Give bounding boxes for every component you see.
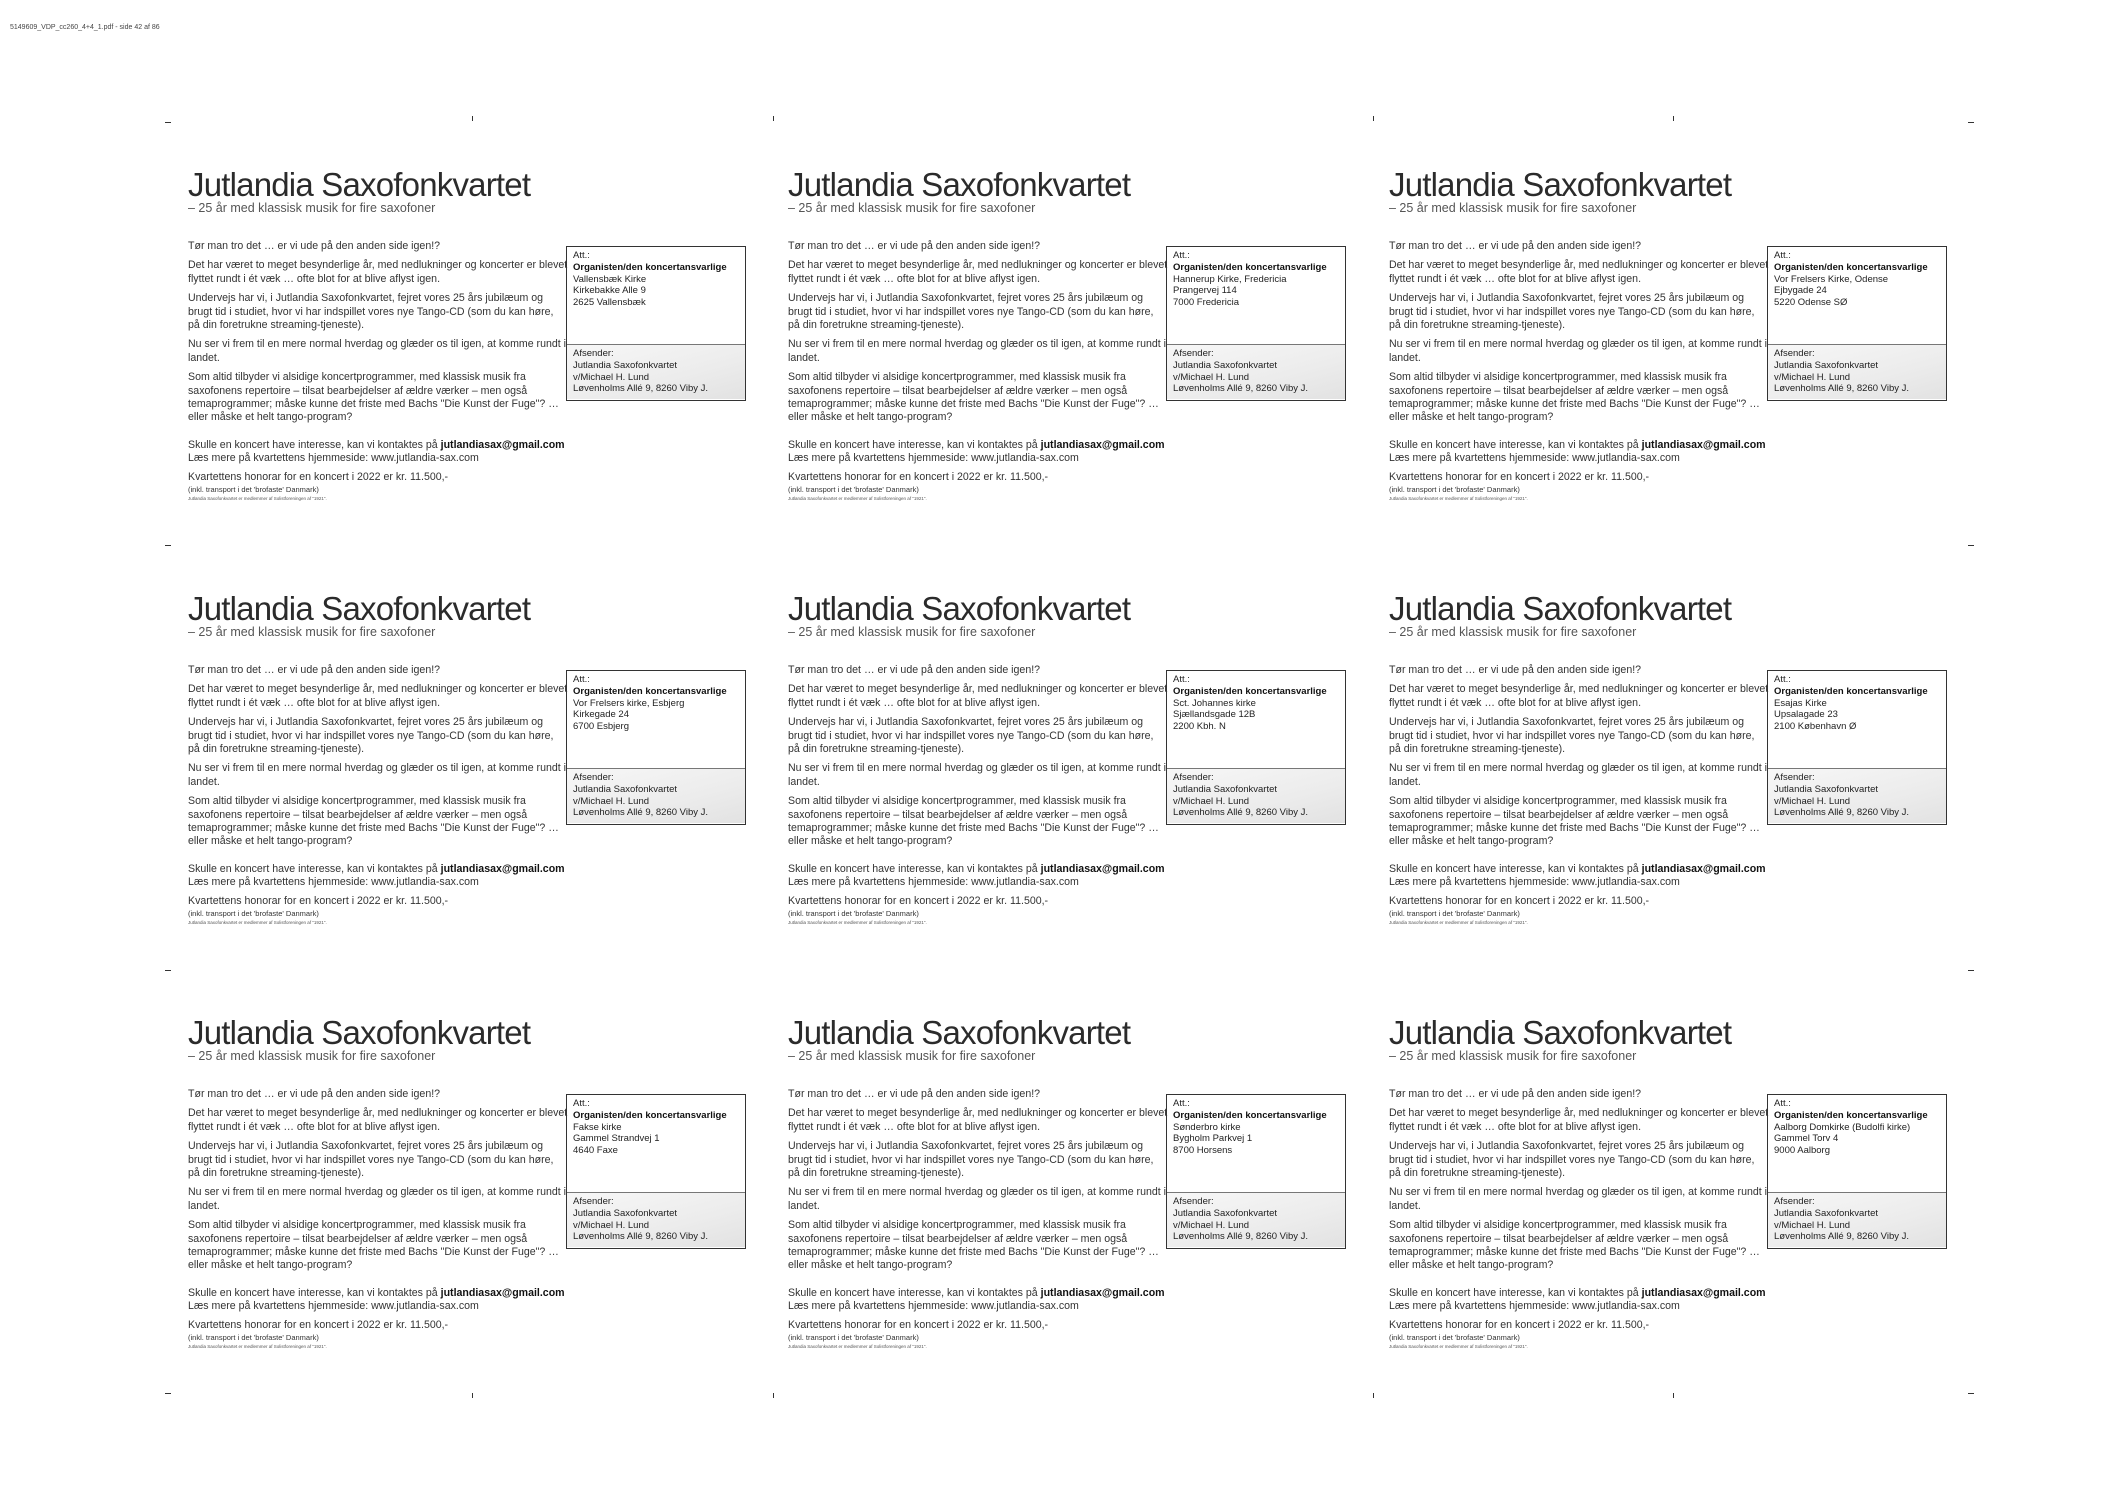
address-box xyxy=(1166,246,1346,401)
fine-print: Jutlandia Saxofonkvartet er medlemmer af Solistforeningen af "1921". xyxy=(188,920,327,926)
att-label: Att.: xyxy=(1173,674,1190,685)
paragraph: Tør man tro det … er vi ude på den anden side igen!? xyxy=(788,240,1041,252)
paragraph: Undervejs har vi, i Jutlandia Saxofonkvartet, fejret vores 25 års jubilæum og brugt tid i studiet, hvor vi har indspillet vores nye Tango-CD (som du kan høre, på din foretrukne streaming-tjeneste). xyxy=(188,292,554,332)
paragraph: Tør man tro det … er vi ude på den anden side igen!? xyxy=(188,664,441,676)
card-title: Jutlandia Saxofonkvartet xyxy=(188,590,531,627)
card-subtitle: – 25 år med klassisk musik for fire saxofoner xyxy=(188,201,436,215)
recipient-section xyxy=(567,247,745,345)
contact-line xyxy=(1389,439,1859,452)
contact-block xyxy=(1389,439,1859,503)
sender-line: Løvenholms Allé 9, 8260 Viby J. xyxy=(1173,807,1309,819)
paragraph: Som altid tilbyder vi alsidige koncertprogrammer, med klassisk musik fra saxofonens repertoire – tilsat bearbejdelser af ældre værker – men også temaprogrammer; måske kunne det friste med Bachs "Die Kunst der Fuge"? … eller måske et helt tango-program? xyxy=(1389,795,1760,848)
contact-text: Skulle en koncert have interesse, kan vi kontaktes på xyxy=(1389,863,1642,875)
fee-note: (inkl. transport i det 'brofaste' Danmark) xyxy=(1389,1333,1520,1343)
contact-text: Skulle en koncert have interesse, kan vi kontaktes på xyxy=(1389,439,1642,451)
fine-print: Jutlandia Saxofonkvartet er medlemmer af Solistforeningen af "1921". xyxy=(1389,1344,1528,1350)
fee-note: (inkl. transport i det 'brofaste' Danmark) xyxy=(188,485,319,495)
att-title: Organisten/den koncertansvarlige xyxy=(1774,1109,1928,1121)
paragraph: Tør man tro det … er vi ude på den anden side igen!? xyxy=(188,1088,441,1100)
email-address: jutlandiasax@gmail.com xyxy=(1040,439,1165,451)
email-address: jutlandiasax@gmail.com xyxy=(440,1287,565,1299)
sender-line: Løvenholms Allé 9, 8260 Viby J. xyxy=(573,1231,709,1243)
contact-line xyxy=(1389,863,1859,876)
contact-line xyxy=(188,1287,658,1300)
letter-body xyxy=(188,1088,568,1279)
fine-print: Jutlandia Saxofonkvartet er medlemmer af Solistforeningen af "1921". xyxy=(788,920,927,926)
sender-line: Løvenholms Allé 9, 8260 Viby J. xyxy=(1774,807,1910,819)
letter-body xyxy=(1389,664,1769,855)
recipient-section xyxy=(1768,1095,1946,1193)
paragraph: Det har været to meget besynderlige år, med nedlukninger og koncerter er blevet flyttet rundt i ét væk … ofte blot for at blive aflyst igen. xyxy=(1389,1107,1769,1133)
paragraph: Nu ser vi frem til en mere normal hverdag og glæder os til igen, at komme rundt i landet. xyxy=(788,762,1167,788)
crop-mark xyxy=(165,545,171,546)
sender-line: v/Michael H. Lund xyxy=(573,795,650,807)
paragraph: Nu ser vi frem til en mere normal hverdag og glæder os til igen, at komme rundt i landet. xyxy=(788,1186,1167,1212)
sender-line: Løvenholms Allé 9, 8260 Viby J. xyxy=(1173,383,1309,395)
contact-text: Skulle en koncert have interesse, kan vi kontaktes på xyxy=(1389,1287,1642,1299)
crop-mark xyxy=(1373,1393,1374,1398)
contact-line xyxy=(788,439,1258,452)
att-title: Organisten/den koncertansvarlige xyxy=(1774,685,1928,697)
recipient-line: 2100 København Ø xyxy=(1774,721,1857,733)
paragraph: Nu ser vi frem til en mere normal hverdag og glæder os til igen, at komme rundt i landet. xyxy=(1389,762,1768,788)
paragraph: Undervejs har vi, i Jutlandia Saxofonkvartet, fejret vores 25 års jubilæum og brugt tid i studiet, hvor vi har indspillet vores nye Tango-CD (som du kan høre, på din foretrukne streaming-tjeneste). xyxy=(188,1140,554,1180)
recipient-line: 6700 Esbjerg xyxy=(573,721,629,733)
fee-note: (inkl. transport i det 'brofaste' Danmark) xyxy=(188,1333,319,1343)
letter-card xyxy=(788,592,1348,972)
paragraph: Undervejs har vi, i Jutlandia Saxofonkvartet, fejret vores 25 års jubilæum og brugt tid i studiet, hvor vi har indspillet vores nye Tango-CD (som du kan høre, på din foretrukne streaming-tjeneste). xyxy=(188,716,554,756)
page-header: 5149609_VDP_cc260_4+4_1.pdf - side 42 af 86 xyxy=(10,24,160,31)
fee-line: Kvartettens honorar for en koncert i 2022 er kr. 11.500,- xyxy=(188,1318,449,1331)
contact-text: Skulle en koncert have interesse, kan vi kontaktes på xyxy=(188,439,441,451)
sender-section xyxy=(1167,345,1345,399)
sender-line: v/Michael H. Lund xyxy=(573,1219,650,1231)
sender-line: v/Michael H. Lund xyxy=(1173,371,1250,383)
fee-line: Kvartettens honorar for en koncert i 2022 er kr. 11.500,- xyxy=(788,1318,1049,1331)
letter-card xyxy=(1389,1016,1949,1396)
recipient-line: 8700 Horsens xyxy=(1173,1145,1233,1157)
website-line: Læs mere på kvartettens hjemmeside: www.jutlandia-sax.com xyxy=(188,1300,479,1313)
sender-label: Afsender: xyxy=(1173,348,1214,359)
website-line: Læs mere på kvartettens hjemmeside: www.jutlandia-sax.com xyxy=(788,876,1079,889)
paragraph: Undervejs har vi, i Jutlandia Saxofonkvartet, fejret vores 25 års jubilæum og brugt tid i studiet, hvor vi har indspillet vores nye Tango-CD (som du kan høre, på din foretrukne streaming-tjeneste). xyxy=(1389,292,1755,332)
sender-section xyxy=(567,769,745,823)
crop-mark xyxy=(773,116,774,121)
address-box xyxy=(566,670,746,825)
contact-line xyxy=(188,439,658,452)
fee-note: (inkl. transport i det 'brofaste' Danmark) xyxy=(788,1333,919,1343)
sender-label: Afsender: xyxy=(1173,772,1214,783)
sender-line: Løvenholms Allé 9, 8260 Viby J. xyxy=(1173,1231,1309,1243)
paragraph: Undervejs har vi, i Jutlandia Saxofonkvartet, fejret vores 25 års jubilæum og brugt tid i studiet, hvor vi har indspillet vores nye Tango-CD (som du kan høre, på din foretrukne streaming-tjeneste). xyxy=(788,716,1154,756)
sender-section xyxy=(1768,345,1946,399)
card-subtitle: – 25 år med klassisk musik for fire saxofoner xyxy=(1389,201,1637,215)
fine-print: Jutlandia Saxofonkvartet er medlemmer af Solistforeningen af "1921". xyxy=(788,1344,927,1350)
website-line: Læs mere på kvartettens hjemmeside: www.jutlandia-sax.com xyxy=(1389,452,1680,465)
contact-block xyxy=(788,863,1258,927)
contact-block xyxy=(188,1287,658,1351)
address-box xyxy=(1767,246,1947,401)
crop-mark xyxy=(1373,116,1374,121)
paragraph: Det har været to meget besynderlige år, med nedlukninger og koncerter er blevet flyttet rundt i ét væk … ofte blot for at blive aflyst igen. xyxy=(788,259,1168,285)
paragraph: Tør man tro det … er vi ude på den anden side igen!? xyxy=(788,1088,1041,1100)
contact-text: Skulle en koncert have interesse, kan vi kontaktes på xyxy=(788,863,1041,875)
sender-section xyxy=(567,1193,745,1247)
paragraph: Som altid tilbyder vi alsidige koncertprogrammer, med klassisk musik fra saxofonens repertoire – tilsat bearbejdelser af ældre værker – men også temaprogrammer; måske kunne det friste med Bachs "Die Kunst der Fuge"? … eller måske et helt tango-program? xyxy=(788,795,1159,848)
email-address: jutlandiasax@gmail.com xyxy=(1641,439,1766,451)
letter-body xyxy=(788,240,1168,431)
att-label: Att.: xyxy=(573,674,590,685)
card-subtitle: – 25 år med klassisk musik for fire saxofoner xyxy=(1389,1049,1637,1063)
fee-line: Kvartettens honorar for en koncert i 2022 er kr. 11.500,- xyxy=(188,894,449,907)
fine-print: Jutlandia Saxofonkvartet er medlemmer af Solistforeningen af "1921". xyxy=(1389,496,1528,502)
card-subtitle: – 25 år med klassisk musik for fire saxofoner xyxy=(788,1049,1036,1063)
recipient-line: Ejbygade 24 xyxy=(1774,285,1827,297)
sender-line: v/Michael H. Lund xyxy=(573,371,650,383)
fine-print: Jutlandia Saxofonkvartet er medlemmer af Solistforeningen af "1921". xyxy=(188,496,327,502)
fee-note: (inkl. transport i det 'brofaste' Danmark) xyxy=(1389,909,1520,919)
contact-text: Skulle en koncert have interesse, kan vi kontaktes på xyxy=(188,1287,441,1299)
paragraph: Nu ser vi frem til en mere normal hverdag og glæder os til igen, at komme rundt i landet. xyxy=(1389,338,1768,364)
email-address: jutlandiasax@gmail.com xyxy=(1040,1287,1165,1299)
website-line: Læs mere på kvartettens hjemmeside: www.jutlandia-sax.com xyxy=(788,452,1079,465)
card-subtitle: – 25 år med klassisk musik for fire saxofoner xyxy=(788,201,1036,215)
paragraph: Tør man tro det … er vi ude på den anden side igen!? xyxy=(788,664,1041,676)
fee-line: Kvartettens honorar for en koncert i 2022 er kr. 11.500,- xyxy=(788,894,1049,907)
sender-line: Løvenholms Allé 9, 8260 Viby J. xyxy=(1774,1231,1910,1243)
fine-print: Jutlandia Saxofonkvartet er medlemmer af Solistforeningen af "1921". xyxy=(788,496,927,502)
paragraph: Nu ser vi frem til en mere normal hverdag og glæder os til igen, at komme rundt i landet. xyxy=(1389,1186,1768,1212)
att-label: Att.: xyxy=(1774,250,1791,261)
paragraph: Tør man tro det … er vi ude på den anden side igen!? xyxy=(1389,1088,1642,1100)
recipient-line: 5220 Odense SØ xyxy=(1774,297,1848,309)
recipient-section xyxy=(1768,247,1946,345)
letter-card xyxy=(788,1016,1348,1396)
paragraph: Det har været to meget besynderlige år, med nedlukninger og koncerter er blevet flyttet rundt i ét væk … ofte blot for at blive aflyst igen. xyxy=(1389,259,1769,285)
paragraph: Undervejs har vi, i Jutlandia Saxofonkvartet, fejret vores 25 års jubilæum og brugt tid i studiet, hvor vi har indspillet vores nye Tango-CD (som du kan høre, på din foretrukne streaming-tjeneste). xyxy=(1389,1140,1755,1180)
sender-section xyxy=(567,345,745,399)
letter-body xyxy=(788,1088,1168,1279)
paragraph: Som altid tilbyder vi alsidige koncertprogrammer, med klassisk musik fra saxofonens repertoire – tilsat bearbejdelser af ældre værker – men også temaprogrammer; måske kunne det friste med Bachs "Die Kunst der Fuge"? … eller måske et helt tango-program? xyxy=(188,795,559,848)
sender-line: Jutlandia Saxofonkvartet xyxy=(1173,783,1278,795)
sender-line: Jutlandia Saxofonkvartet xyxy=(573,359,678,371)
sender-line: Jutlandia Saxofonkvartet xyxy=(1774,783,1879,795)
card-title: Jutlandia Saxofonkvartet xyxy=(188,166,531,203)
contact-block xyxy=(188,863,658,927)
paragraph: Nu ser vi frem til en mere normal hverdag og glæder os til igen, at komme rundt i landet. xyxy=(188,762,567,788)
paragraph: Som altid tilbyder vi alsidige koncertprogrammer, med klassisk musik fra saxofonens repertoire – tilsat bearbejdelser af ældre værker – men også temaprogrammer; måske kunne det friste med Bachs "Die Kunst der Fuge"? … eller måske et helt tango-program? xyxy=(788,371,1159,424)
letter-card xyxy=(188,168,748,548)
sender-label: Afsender: xyxy=(1774,1196,1815,1207)
fee-note: (inkl. transport i det 'brofaste' Danmark) xyxy=(1389,485,1520,495)
recipient-line: Gammel Torv 4 xyxy=(1774,1133,1839,1145)
paragraph: Det har været to meget besynderlige år, med nedlukninger og koncerter er blevet flyttet rundt i ét væk … ofte blot for at blive aflyst igen. xyxy=(788,683,1168,709)
att-label: Att.: xyxy=(573,250,590,261)
sender-label: Afsender: xyxy=(573,1196,614,1207)
email-address: jutlandiasax@gmail.com xyxy=(440,863,565,875)
recipient-line: Hannerup Kirke, Fredericia xyxy=(1173,273,1287,285)
letter-body xyxy=(1389,240,1769,431)
crop-mark xyxy=(472,116,473,121)
contact-block xyxy=(1389,863,1859,927)
card-title: Jutlandia Saxofonkvartet xyxy=(1389,1014,1732,1051)
sender-line: Jutlandia Saxofonkvartet xyxy=(1774,359,1879,371)
sender-label: Afsender: xyxy=(573,348,614,359)
paragraph: Tør man tro det … er vi ude på den anden side igen!? xyxy=(1389,240,1642,252)
contact-line xyxy=(188,863,658,876)
att-title: Organisten/den koncertansvarlige xyxy=(1774,261,1928,273)
email-address: jutlandiasax@gmail.com xyxy=(1641,1287,1766,1299)
recipient-line: 7000 Fredericia xyxy=(1173,297,1240,309)
fee-line: Kvartettens honorar for en koncert i 2022 er kr. 11.500,- xyxy=(1389,894,1650,907)
sender-label: Afsender: xyxy=(1774,348,1815,359)
paragraph: Som altid tilbyder vi alsidige koncertprogrammer, med klassisk musik fra saxofonens repertoire – tilsat bearbejdelser af ældre værker – men også temaprogrammer; måske kunne det friste med Bachs "Die Kunst der Fuge"? … eller måske et helt tango-program? xyxy=(1389,371,1760,424)
recipient-line: 4640 Faxe xyxy=(573,1145,618,1157)
paragraph: Det har været to meget besynderlige år, med nedlukninger og koncerter er blevet flyttet rundt i ét væk … ofte blot for at blive aflyst igen. xyxy=(1389,683,1769,709)
address-box xyxy=(566,1094,746,1249)
recipient-line: Fakse kirke xyxy=(573,1121,622,1133)
website-line: Læs mere på kvartettens hjemmeside: www.jutlandia-sax.com xyxy=(1389,1300,1680,1313)
address-box xyxy=(1767,1094,1947,1249)
recipient-line: 2200 Kbh. N xyxy=(1173,721,1226,733)
paragraph: Undervejs har vi, i Jutlandia Saxofonkvartet, fejret vores 25 års jubilæum og brugt tid i studiet, hvor vi har indspillet vores nye Tango-CD (som du kan høre, på din foretrukne streaming-tjeneste). xyxy=(1389,716,1755,756)
recipient-line: Upsalagade 23 xyxy=(1774,709,1838,721)
letter-body xyxy=(788,664,1168,855)
att-label: Att.: xyxy=(1173,250,1190,261)
paragraph: Nu ser vi frem til en mere normal hverdag og glæder os til igen, at komme rundt i landet. xyxy=(188,1186,567,1212)
sender-section xyxy=(1768,1193,1946,1247)
fee-note: (inkl. transport i det 'brofaste' Danmark) xyxy=(788,909,919,919)
email-address: jutlandiasax@gmail.com xyxy=(1040,863,1165,875)
sender-line: v/Michael H. Lund xyxy=(1173,1219,1250,1231)
sender-section xyxy=(1167,1193,1345,1247)
sender-line: Jutlandia Saxofonkvartet xyxy=(573,1207,678,1219)
letter-body xyxy=(188,664,568,855)
sender-line: Jutlandia Saxofonkvartet xyxy=(573,783,678,795)
crop-mark xyxy=(1968,545,1974,546)
sender-line: Løvenholms Allé 9, 8260 Viby J. xyxy=(573,383,709,395)
sender-label: Afsender: xyxy=(1774,772,1815,783)
recipient-section xyxy=(1167,671,1345,769)
website-line: Læs mere på kvartettens hjemmeside: www.jutlandia-sax.com xyxy=(188,452,479,465)
contact-block xyxy=(1389,1287,1859,1351)
sender-section xyxy=(1167,769,1345,823)
contact-line xyxy=(788,1287,1258,1300)
sender-line: v/Michael H. Lund xyxy=(1774,795,1851,807)
address-box xyxy=(1166,1094,1346,1249)
card-title: Jutlandia Saxofonkvartet xyxy=(1389,590,1732,627)
card-title: Jutlandia Saxofonkvartet xyxy=(788,590,1131,627)
email-address: jutlandiasax@gmail.com xyxy=(440,439,565,451)
crop-mark xyxy=(165,970,171,971)
crop-mark xyxy=(1968,970,1974,971)
address-box xyxy=(1166,670,1346,825)
card-subtitle: – 25 år med klassisk musik for fire saxofoner xyxy=(188,1049,436,1063)
sender-line: Løvenholms Allé 9, 8260 Viby J. xyxy=(573,807,709,819)
card-subtitle: – 25 år med klassisk musik for fire saxofoner xyxy=(788,625,1036,639)
contact-text: Skulle en koncert have interesse, kan vi kontaktes på xyxy=(788,439,1041,451)
recipient-line: Vor Frelsers kirke, Esbjerg xyxy=(573,697,685,709)
crop-mark xyxy=(1968,1393,1974,1394)
fee-note: (inkl. transport i det 'brofaste' Danmark) xyxy=(188,909,319,919)
att-title: Organisten/den koncertansvarlige xyxy=(573,1109,727,1121)
recipient-section xyxy=(1167,247,1345,345)
crop-mark xyxy=(1968,122,1974,123)
sender-line: Jutlandia Saxofonkvartet xyxy=(1173,359,1278,371)
letter-body xyxy=(188,240,568,431)
crop-mark xyxy=(165,122,171,123)
sender-line: v/Michael H. Lund xyxy=(1774,371,1851,383)
letter-card xyxy=(1389,592,1949,972)
paragraph: Som altid tilbyder vi alsidige koncertprogrammer, med klassisk musik fra saxofonens repertoire – tilsat bearbejdelser af ældre værker – men også temaprogrammer; måske kunne det friste med Bachs "Die Kunst der Fuge"? … eller måske et helt tango-program? xyxy=(188,371,559,424)
card-title: Jutlandia Saxofonkvartet xyxy=(788,1014,1131,1051)
fine-print: Jutlandia Saxofonkvartet er medlemmer af Solistforeningen af "1921". xyxy=(188,1344,327,1350)
recipient-line: Sjællandsgade 12B xyxy=(1173,709,1256,721)
sender-line: Jutlandia Saxofonkvartet xyxy=(1774,1207,1879,1219)
sender-section xyxy=(1768,769,1946,823)
recipient-line: 9000 Aalborg xyxy=(1774,1145,1830,1157)
fee-line: Kvartettens honorar for en koncert i 2022 er kr. 11.500,- xyxy=(188,470,449,483)
sender-line: v/Michael H. Lund xyxy=(1774,1219,1851,1231)
card-subtitle: – 25 år med klassisk musik for fire saxofoner xyxy=(188,625,436,639)
address-box xyxy=(1767,670,1947,825)
paragraph: Nu ser vi frem til en mere normal hverdag og glæder os til igen, at komme rundt i landet. xyxy=(188,338,567,364)
att-title: Organisten/den koncertansvarlige xyxy=(1173,685,1327,697)
recipient-line: Aalborg Domkirke (Budolfi kirke) xyxy=(1774,1121,1911,1133)
recipient-line: Sønderbro kirke xyxy=(1173,1121,1241,1133)
paragraph: Tør man tro det … er vi ude på den anden side igen!? xyxy=(1389,664,1642,676)
website-line: Læs mere på kvartettens hjemmeside: www.jutlandia-sax.com xyxy=(1389,876,1680,889)
paragraph: Det har været to meget besynderlige år, med nedlukninger og koncerter er blevet flyttet rundt i ét væk … ofte blot for at blive aflyst igen. xyxy=(788,1107,1168,1133)
card-title: Jutlandia Saxofonkvartet xyxy=(788,166,1131,203)
att-label: Att.: xyxy=(1774,674,1791,685)
contact-text: Skulle en koncert have interesse, kan vi kontaktes på xyxy=(788,1287,1041,1299)
crop-mark xyxy=(1673,116,1674,121)
contact-line xyxy=(788,863,1258,876)
crop-mark xyxy=(165,1393,171,1394)
paragraph: Undervejs har vi, i Jutlandia Saxofonkvartet, fejret vores 25 års jubilæum og brugt tid i studiet, hvor vi har indspillet vores nye Tango-CD (som du kan høre, på din foretrukne streaming-tjeneste). xyxy=(788,1140,1154,1180)
card-title: Jutlandia Saxofonkvartet xyxy=(188,1014,531,1051)
att-label: Att.: xyxy=(573,1098,590,1109)
paragraph: Tør man tro det … er vi ude på den anden side igen!? xyxy=(188,240,441,252)
crop-mark xyxy=(773,1393,774,1398)
paragraph: Det har været to meget besynderlige år, med nedlukninger og koncerter er blevet flyttet rundt i ét væk … ofte blot for at blive aflyst igen. xyxy=(188,683,568,709)
address-box xyxy=(566,246,746,401)
att-label: Att.: xyxy=(1173,1098,1190,1109)
paragraph: Det har været to meget besynderlige år, med nedlukninger og koncerter er blevet flyttet rundt i ét væk … ofte blot for at blive aflyst igen. xyxy=(188,259,568,285)
contact-block xyxy=(188,439,658,503)
att-title: Organisten/den koncertansvarlige xyxy=(1173,261,1327,273)
card-subtitle: – 25 år med klassisk musik for fire saxofoner xyxy=(1389,625,1637,639)
recipient-section xyxy=(567,671,745,769)
email-address: jutlandiasax@gmail.com xyxy=(1641,863,1766,875)
recipient-line: Kirkegade 24 xyxy=(573,709,629,721)
contact-block xyxy=(788,439,1258,503)
paragraph: Som altid tilbyder vi alsidige koncertprogrammer, med klassisk musik fra saxofonens repertoire – tilsat bearbejdelser af ældre værker – men også temaprogrammer; måske kunne det friste med Bachs "Die Kunst der Fuge"? … eller måske et helt tango-program? xyxy=(188,1219,559,1272)
fee-note: (inkl. transport i det 'brofaste' Danmark) xyxy=(788,485,919,495)
sender-label: Afsender: xyxy=(573,772,614,783)
recipient-line: Bygholm Parkvej 1 xyxy=(1173,1133,1253,1145)
website-line: Læs mere på kvartettens hjemmeside: www.jutlandia-sax.com xyxy=(188,876,479,889)
letter-card xyxy=(188,592,748,972)
recipient-section xyxy=(567,1095,745,1193)
paragraph: Som altid tilbyder vi alsidige koncertprogrammer, med klassisk musik fra saxofonens repertoire – tilsat bearbejdelser af ældre værker – men også temaprogrammer; måske kunne det friste med Bachs "Die Kunst der Fuge"? … eller måske et helt tango-program? xyxy=(1389,1219,1760,1272)
sender-line: v/Michael H. Lund xyxy=(1173,795,1250,807)
att-label: Att.: xyxy=(1774,1098,1791,1109)
recipient-line: Sct. Johannes kirke xyxy=(1173,697,1256,709)
recipient-section xyxy=(1167,1095,1345,1193)
recipient-line: Prangervej 114 xyxy=(1173,285,1237,297)
fine-print: Jutlandia Saxofonkvartet er medlemmer af Solistforeningen af "1921". xyxy=(1389,920,1528,926)
recipient-line: Vor Frelsers Kirke, Odense xyxy=(1774,273,1889,285)
letter-body xyxy=(1389,1088,1769,1279)
paragraph: Det har været to meget besynderlige år, med nedlukninger og koncerter er blevet flyttet rundt i ét væk … ofte blot for at blive aflyst igen. xyxy=(188,1107,568,1133)
letter-card xyxy=(1389,168,1949,548)
sender-line: Løvenholms Allé 9, 8260 Viby J. xyxy=(1774,383,1910,395)
card-title: Jutlandia Saxofonkvartet xyxy=(1389,166,1732,203)
recipient-line: Esajas Kirke xyxy=(1774,697,1827,709)
fee-line: Kvartettens honorar for en koncert i 2022 er kr. 11.500,- xyxy=(1389,470,1650,483)
sender-line: Jutlandia Saxofonkvartet xyxy=(1173,1207,1278,1219)
fee-line: Kvartettens honorar for en koncert i 2022 er kr. 11.500,- xyxy=(1389,1318,1650,1331)
paragraph: Undervejs har vi, i Jutlandia Saxofonkvartet, fejret vores 25 års jubilæum og brugt tid i studiet, hvor vi har indspillet vores nye Tango-CD (som du kan høre, på din foretrukne streaming-tjeneste). xyxy=(788,292,1154,332)
contact-block xyxy=(788,1287,1258,1351)
fee-line: Kvartettens honorar for en koncert i 2022 er kr. 11.500,- xyxy=(788,470,1049,483)
sender-label: Afsender: xyxy=(1173,1196,1214,1207)
recipient-line: Gammel Strandvej 1 xyxy=(573,1133,660,1145)
paragraph: Som altid tilbyder vi alsidige koncertprogrammer, med klassisk musik fra saxofonens repertoire – tilsat bearbejdelser af ældre værker – men også temaprogrammer; måske kunne det friste med Bachs "Die Kunst der Fuge"? … eller måske et helt tango-program? xyxy=(788,1219,1159,1272)
att-title: Organisten/den koncertansvarlige xyxy=(1173,1109,1327,1121)
recipient-line: Kirkebakke Alle 9 xyxy=(573,285,646,297)
paragraph: Nu ser vi frem til en mere normal hverdag og glæder os til igen, at komme rundt i landet. xyxy=(788,338,1167,364)
att-title: Organisten/den koncertansvarlige xyxy=(573,261,727,273)
contact-line xyxy=(1389,1287,1859,1300)
att-title: Organisten/den koncertansvarlige xyxy=(573,685,727,697)
website-line: Læs mere på kvartettens hjemmeside: www.jutlandia-sax.com xyxy=(788,1300,1079,1313)
contact-text: Skulle en koncert have interesse, kan vi kontaktes på xyxy=(188,863,441,875)
recipient-line: Vallensbæk Kirke xyxy=(573,273,647,285)
letter-card xyxy=(788,168,1348,548)
recipient-line: 2625 Vallensbæk xyxy=(573,297,646,309)
recipient-section xyxy=(1768,671,1946,769)
letter-card xyxy=(188,1016,748,1396)
